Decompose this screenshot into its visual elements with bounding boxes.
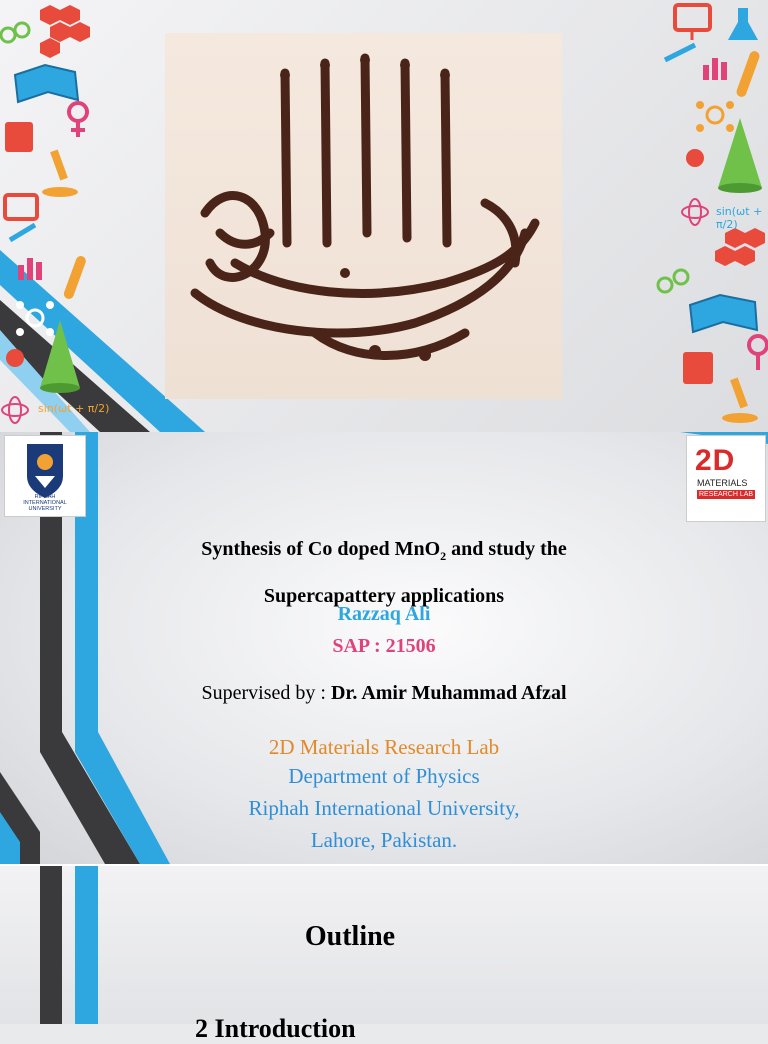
thesis-title-line1: [0, 538, 768, 564]
lab-logo-materials: MATERIALS: [697, 478, 748, 488]
formula-text-right: sin(ωt + π/2): [716, 205, 763, 231]
glasses-icon: [1, 23, 29, 42]
atom-red-icon: [686, 149, 704, 167]
bar-chart-icon: [18, 258, 42, 280]
riphah-logo: [4, 435, 86, 517]
thesis-title-part1: Synthesis of Co doped MnO: [201, 538, 441, 560]
supervisor-name: Dr. Amir Muhammad Afzal: [330, 682, 567, 704]
supervisor-line: [0, 682, 768, 705]
monitor-icon: [675, 5, 710, 40]
lab-logo: [686, 435, 766, 522]
affiliation-university: Riphah International University,: [248, 796, 520, 820]
outline-title-wrap: [0, 921, 700, 953]
bar-chart-icon: [703, 58, 727, 80]
left-science-icons: [0, 0, 110, 432]
formula-text-left: sin(ωt + π/2): [38, 402, 110, 415]
test-tube-icon: [62, 255, 87, 301]
female-symbol-icon: [749, 336, 767, 370]
flask-icon: [728, 8, 758, 40]
thesis-title-part2: and study the: [446, 538, 567, 560]
author-name: Razzaq Ali: [337, 603, 431, 625]
test-tube-icon: [735, 50, 761, 99]
slide-1: [0, 0, 768, 432]
slide-2: [0, 432, 768, 864]
supervisor-label: Supervised by :: [201, 682, 331, 704]
outline-item-partial: 2 Introduction: [195, 1014, 356, 1043]
calligraphy-panel: [165, 33, 562, 399]
calligraphy-image: [165, 33, 562, 399]
affiliation-lab: 2D Materials Research Lab: [268, 735, 500, 759]
telescope-icon: [665, 45, 695, 60]
hexagon-cluster-icon: [715, 228, 765, 266]
sap-id: SAP : 21506: [332, 635, 436, 657]
cone-icon: [718, 118, 762, 193]
affiliation-department: Department of Physics: [288, 764, 480, 788]
lab-logo-2d: 2D: [695, 444, 736, 477]
glasses-icon: [658, 270, 688, 292]
affiliation-location: Lahore, Pakistan.: [310, 828, 458, 852]
atom-icon: [2, 397, 28, 423]
monitor-icon: [5, 195, 37, 219]
notepad-icon: [5, 122, 33, 152]
microscope-icon: [722, 378, 758, 423]
lab-logo-research: RESEARCH LAB: [699, 491, 754, 498]
notepad-icon: [683, 352, 713, 384]
atom-icon: [682, 199, 708, 225]
thesis-title-subscript: 2: [440, 549, 447, 563]
slide-3: [0, 866, 768, 1043]
thesis-title-line2: Supercapattery applications: [263, 585, 505, 607]
book-icon: [690, 295, 757, 332]
book-icon: [15, 65, 78, 102]
molecule-icon: [16, 301, 54, 336]
outline-title: Outline: [304, 921, 396, 952]
riphah-logo-text: RIPHAH INTERNATIONAL UNIVERSITY: [23, 494, 67, 512]
cone-icon: [40, 320, 80, 393]
microscope-icon: [42, 150, 78, 197]
atom-red-icon: [6, 349, 24, 367]
molecule-icon: [696, 101, 734, 132]
hexagon-cluster-icon: [40, 5, 90, 58]
telescope-icon: [10, 225, 35, 240]
female-symbol-icon: [69, 103, 87, 137]
